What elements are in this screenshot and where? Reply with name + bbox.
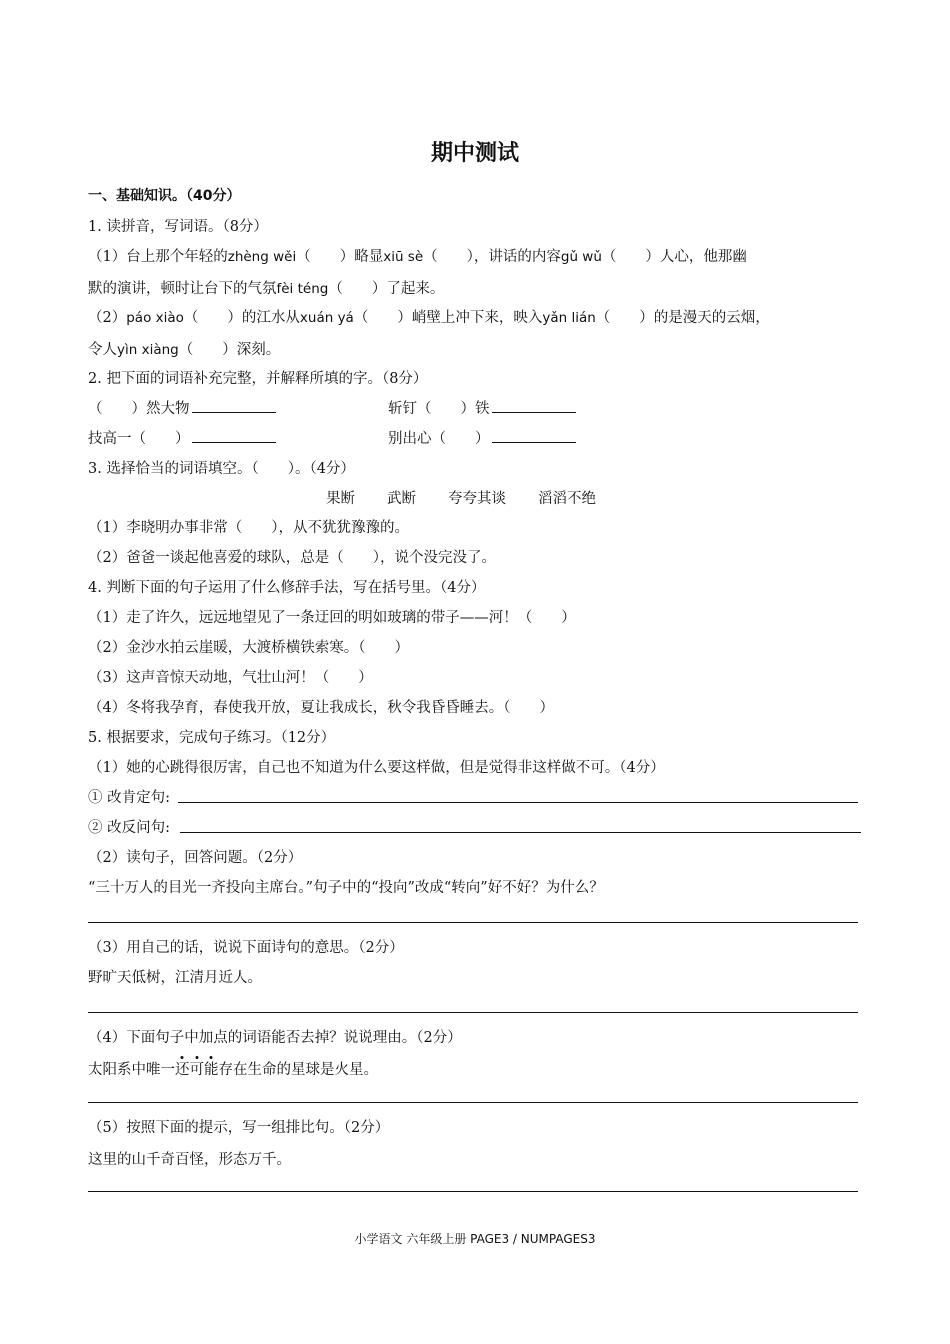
word-option: 果断 [326,491,355,507]
question-5-part-3: （3）用自己的话，说说下面诗句的意思。（2分） [88,940,404,956]
pinyin: zhèng wěi [227,249,297,265]
text: （ ）的是漫天的云烟， [595,310,770,326]
question-1-item-1 [88,245,747,266]
question-5-part-1: （1）她的心跳得很厉害，自己也不知道为什么要这样做，但是觉得非这样做不可。（4分） [88,760,665,776]
text: （ ）的江水从 [183,310,300,326]
question-5-part-4: （4）下面句子中加点的词语能否去掉？说说理由。（2分） [88,1030,462,1046]
question-1-label: 1. 读拼音，写词语。（8分） [88,219,268,235]
pinyin: páo xiào [126,310,184,326]
idiom-text: 技高一（ ） [88,431,190,447]
page-title: 期中测试 [430,141,519,166]
idiom-4 [388,427,576,448]
pinyin: xiū sè [383,249,424,265]
question-4-item-1: （1）走了许久，远远地望见了一条迂回的明如玻璃的带子——河！（ ） [88,610,576,626]
idiom-1 [88,397,276,418]
emphasis-char: 还 [175,1062,190,1078]
question-3-label: 3. 选择恰当的词语填空。（ ）。（4分） [88,461,355,477]
emphasis-char: 可 [189,1062,204,1078]
answer-blank[interactable] [492,428,576,443]
word-option: 武断 [387,491,416,507]
poem-line: 野旷天低树，江清月近人。 [88,970,262,986]
word-option: 滔滔不绝 [538,491,596,507]
answer-line[interactable] [178,802,858,803]
idiom-text: 别出心（ ） [388,431,490,447]
affirmative-prompt: ① 改肯定句: [88,790,170,806]
text: 令人 [88,342,117,358]
question-4-item-4: （4）冬将我孕育，春使我开放，夏让我成长，秋令我昏昏睡去。（ ） [88,700,554,716]
page-footer: 小学语文 六年级上册 PAGE3 / NUMPAGES3 [354,1232,596,1246]
question-4-item-2: （2）金沙水拍云崖暖，大渡桥横铁索寒。（ ） [88,640,409,656]
answer-blank[interactable] [492,398,576,413]
idiom-text: （ ）然大物 [88,401,190,417]
answer-blank[interactable] [192,428,276,443]
idiom-3 [88,427,276,448]
pinyin: yìn xiàng [117,342,179,358]
question-5-label: 5. 根据要求，完成句子练习。（12分） [88,730,336,746]
prompt-sentence: 这里的山千奇百怪，形态万千。 [88,1152,291,1168]
text: （1）台上那个年轻的 [88,249,228,265]
text: 默的演讲，顿时让台下的气氛 [88,281,277,297]
question-4-item-3: （3）这声音惊天动地，气壮山河！（ ） [88,670,373,686]
answer-line[interactable] [180,832,861,833]
question-1-item-2 [88,306,770,327]
section-heading: 一、基础知识。（40分） [88,188,241,204]
word-option: 夸夸其谈 [448,491,506,507]
answer-line[interactable] [88,1191,858,1192]
idiom-text: 斩钉（ ）铁 [388,401,490,417]
text: 存在生命的星球是火星。 [218,1062,378,1078]
question-5-part-5: （5）按照下面的提示，写一组排比句。（2分） [88,1120,390,1136]
text: 太阳系中唯一 [88,1062,175,1078]
text: （ ）峭壁上冲下来，映入 [353,310,543,326]
pinyin: yǎn lián [542,310,596,326]
answer-line[interactable] [88,1012,858,1013]
part-2-sentence: “三十万人的目光一齐投向主席台。”句子中的“投向”改成“转向”好不好？为什么？ [88,880,604,896]
word-options [310,487,612,508]
text: （ ）了起来。 [328,281,445,297]
emphasis-char: 能 [204,1062,219,1078]
text: （ ）略显 [296,249,384,265]
answer-blank[interactable] [192,398,276,413]
text: （ ）深刻。 [178,342,281,358]
answer-line[interactable] [88,1102,858,1103]
text: （2） [88,310,127,326]
question-3-item-1: （1）李晓明办事非常（ ），从不犹犹豫豫的。 [88,520,409,536]
pinyin: fèi téng [276,281,329,297]
answer-line[interactable] [88,922,858,923]
question-1-item-1-cont [88,277,444,298]
pinyin: gǔ wǔ [560,249,602,265]
question-2-label: 2. 把下面的词语补充完整，并解释所填的字。（8分） [88,371,428,387]
pinyin: xuán yá [299,310,354,326]
rhetorical-prompt: ② 改反问句: [88,820,170,836]
dotted-sentence [88,1058,378,1079]
question-3-item-2: （2）爸爸一谈起他喜爱的球队，总是（ ），说个没完没了。 [88,550,496,566]
question-1-item-2-cont [88,338,280,359]
text: （ ），讲话的内容 [423,249,561,265]
question-5-part-2: （2）读句子，回答问题。（2分） [88,850,303,866]
text: （ ）人心，他那幽 [601,249,747,265]
question-4-label: 4. 判断下面的句子运用了什么修辞手法，写在括号里。（4分） [88,580,486,596]
idiom-2 [388,397,576,418]
